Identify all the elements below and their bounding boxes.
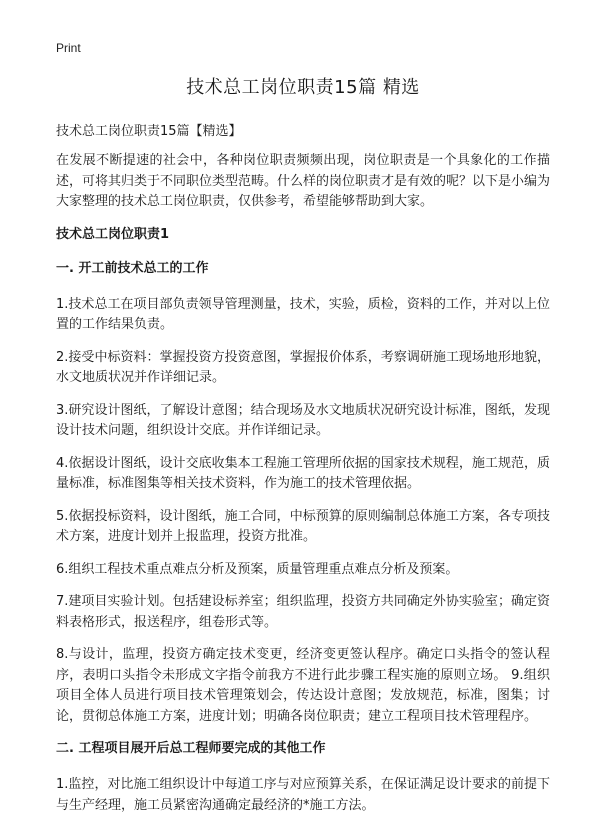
document-subtitle: 技术总工岗位职责15篇【精选】 xyxy=(56,124,242,139)
list-item: 6.组织工程技术重点难点分析及预案，质量管理重点难点分析及预案。 xyxy=(56,561,459,577)
list-item: 2.接受中标资料：掌握投资方投资意图，掌握报价体系，考察调研施工现场地形地貌，水文地质状况并作详细记录。 xyxy=(56,349,550,385)
list-item: 3.研究设计图纸，了解设计意图；结合现场及水文地质状况研究设计标准，图纸，发现设计技术问题，组织设计交底。并作详细记录。 xyxy=(56,402,550,438)
intro-paragraph: 在发展不断提速的社会中，各种岗位职责频频出现，岗位职责是一个具象化的工作描述，可将其归类于不同职位类型范畴。什么样的岗位职责才是有效的呢？以下是小编为大家整理的技术总工岗位职责，仅供参考，希望能够帮助到大家。 xyxy=(56,153,551,209)
part-heading-1: 一. 开工前技术总工的工作 xyxy=(56,260,209,276)
list-item: 1.技术总工在项目部负责领导管理测量，技术，实验，质检，资料的工作，并对以上位置的工作结果负责。 xyxy=(56,296,550,332)
list-item: 5.依据投标资料，设计图纸，施工合同，中标预算的原则编制总体施工方案，各专项技术方案，进度计划并上报监理，投资方批准。 xyxy=(56,508,550,544)
page-title: 技术总工岗位职责15篇 精选 xyxy=(186,77,420,98)
list-item: 1.监控，对比施工组织设计中每道工序与对应预算关系，在保证满足设计要求的前提下与生产经理，施工员紧密沟通确定最经济的*施工方法。 xyxy=(56,777,550,813)
section-heading-1: 技术总工岗位职责1 xyxy=(56,226,170,242)
part-heading-2: 二. 工程项目展开后总工程师要完成的其他工作 xyxy=(56,741,326,756)
list-item: 4.依据设计图纸，设计交底收集本工程施工管理所依据的国家技术规程，施工规范，质量标准，标准图集等相关技术资料，作为施工的技术管理依据。 xyxy=(56,455,550,491)
list-item: 8.与设计，监理，投资方确定技术变更，经济变更签认程序。确定口头指令的签认程序，表明口头指令未形成文字指令前我方不进行此步骤工程实施的原则立场。 9.组织项目全体人员进行项目技术管理策划会，传达设计意图；发放规范，标准，图集；讨论，贯彻总体施工方案，进度计划；明确各岗位职责；建立工程项目技术管理程序。 xyxy=(56,647,550,724)
list-item: 7.建项目实验计划。包括建设标养室；组织监理，投资方共同确定外协实验室；确定资料表格形式，报送程序，组卷形式等。 xyxy=(56,594,550,630)
print-label: Print xyxy=(56,41,81,55)
